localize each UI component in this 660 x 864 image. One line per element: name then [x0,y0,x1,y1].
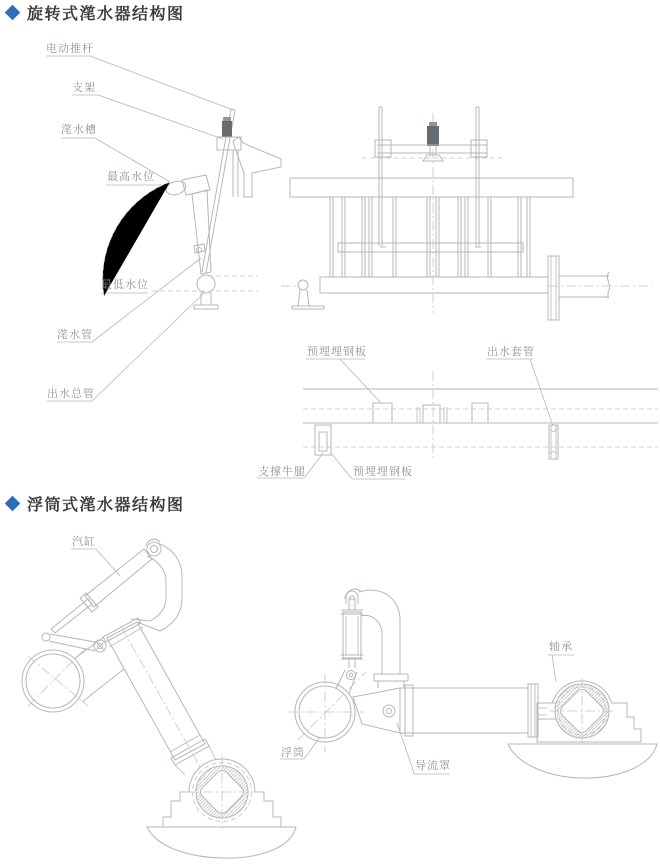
embedded-parts-section-view [303,371,658,459]
float-decanter-horizontal-view [288,589,657,778]
label-highest-water-level: 最高水位 [107,171,155,183]
diamond-bullet-icon [5,4,21,20]
float-decanter-raised-view [22,539,296,858]
label-decant-pipe: 滗水管 [57,329,93,341]
section-title-text: 旋转式滗水器结构图 [27,5,185,23]
section-title-float [4,494,185,512]
label-outlet-sleeve: 出水套管 [487,346,535,358]
label-bearing: 轴承 [549,641,573,653]
label-electric-push-rod: 电动推杆 [46,43,94,55]
rotary-decanter-front-view [281,107,652,320]
callout-leader-lines [46,56,574,774]
label-embedded-steel-plate-top: 预埋埋钢板 [307,346,367,358]
label-flow-guide-cover: 导流罩 [415,760,451,772]
label-float-drum: 浮筒 [281,747,305,759]
label-outlet-main-pipe: 出水总管 [47,388,95,400]
label-support-bracket: 支架 [72,82,96,94]
label-decant-trough: 滗水槽 [61,124,97,136]
label-lowest-water-level: 最低水位 [101,279,149,291]
section-title-text: 浮筒式滗水器结构图 [27,496,185,514]
label-cylinder: 汽缸 [72,536,96,548]
section-title-rotary [4,3,185,21]
label-embedded-steel-plate-bottom: 预埋埋钢板 [353,466,413,478]
diamond-bullet-icon [5,495,21,511]
label-support-corbel: 支撑牛腿 [258,466,306,478]
